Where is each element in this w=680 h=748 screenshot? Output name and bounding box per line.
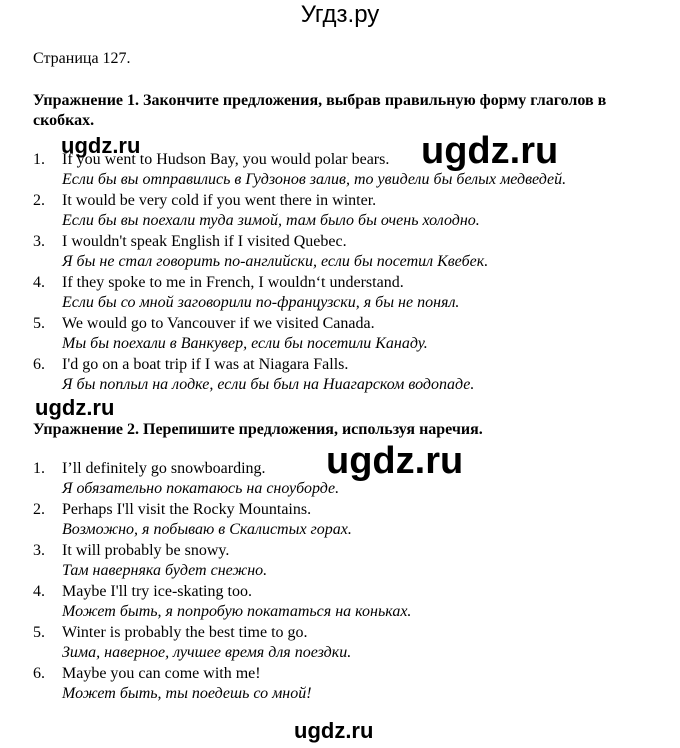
item-number: 1.: [33, 460, 45, 477]
list-item: [33, 314, 653, 355]
item-number: 3.: [33, 233, 45, 250]
english-sentence: Winter is probably the best time to go.: [62, 624, 308, 641]
list-item: [33, 355, 653, 396]
english-sentence: It will probably be snowy.: [62, 542, 230, 559]
russian-translation: Если бы со мной заговорили по-французски, я бы не понял.: [62, 294, 460, 311]
item-number: 4.: [33, 583, 45, 600]
list-item: [33, 500, 653, 541]
russian-translation: Если бы вы отправились в Гудзонов залив, то увидели бы белых медведей.: [62, 171, 567, 188]
english-sentence: We would go to Vancouver if we visited Canada.: [62, 315, 375, 332]
site-title: Угдз.ру: [300, 1, 380, 28]
english-sentence: I’ll definitely go snowboarding.: [62, 460, 266, 477]
exercise-2-heading: Упражнение 2. Перепишите предложения, используя наречия.: [33, 421, 483, 438]
russian-translation: Я бы поплыл на лодке, если бы был на Ниагарском водопаде.: [62, 376, 475, 393]
list-item: [33, 582, 653, 623]
russian-translation: Если бы вы поехали туда зимой, там было бы очень холодно.: [62, 212, 480, 229]
english-sentence: Perhaps I'll visit the Rocky Mountains.: [62, 501, 312, 518]
list-item: [33, 623, 653, 664]
item-number: 2.: [33, 192, 45, 209]
russian-translation: Возможно, я побываю в Скалистых горах.: [62, 521, 352, 538]
list-item: [33, 273, 653, 314]
list-item: [33, 191, 653, 232]
exercise-1-heading: Упражнение 1. Закончите предложения, выбрав правильную форму глаголов в скобках.: [33, 92, 607, 129]
english-sentence: If you went to Hudson Bay, you would polar bears.: [62, 151, 390, 168]
item-number: 1.: [33, 151, 45, 168]
russian-translation: Может быть, я попробую покататься на коньках.: [62, 603, 412, 620]
page-number: Страница 127.: [33, 50, 131, 67]
list-item: [33, 232, 653, 273]
watermark: ugdz.ru: [294, 718, 374, 743]
russian-translation: Может быть, ты поедешь со мной!: [62, 685, 312, 702]
russian-translation: Я бы не стал говорить по-английски, если бы посетил Квебек.: [62, 253, 489, 270]
item-number: 6.: [33, 665, 45, 682]
watermark: ugdz.ru: [421, 130, 559, 172]
russian-translation: Там наверняка будет снежно.: [62, 562, 268, 579]
item-number: 4.: [33, 274, 45, 291]
watermark: ugdz.ru: [326, 440, 464, 482]
item-number: 6.: [33, 356, 45, 373]
watermark: ugdz.ru: [35, 395, 115, 420]
english-sentence: Maybe you can come with me!: [62, 665, 261, 682]
item-number: 2.: [33, 501, 45, 518]
russian-translation: Я обязательно покатаюсь на сноуборде.: [62, 480, 340, 497]
english-sentence: I'd go on a boat trip if I was at Niagara Falls.: [62, 356, 349, 373]
english-sentence: It would be very cold if you went there in winter.: [62, 192, 377, 209]
exercise-1-list: [33, 150, 653, 396]
item-number: 3.: [33, 542, 45, 559]
english-sentence: I wouldn't speak English if I visited Quebec.: [62, 233, 347, 250]
exercise-2-list: [33, 459, 653, 705]
english-sentence: Maybe I'll try ice-skating too.: [62, 583, 252, 600]
list-item: [33, 664, 653, 705]
watermark: ugdz.ru: [61, 133, 141, 158]
russian-translation: Зима, наверное, лучшее время для поездки.: [62, 644, 352, 661]
english-sentence: If they spoke to me in French, I wouldn‘t understand.: [62, 274, 404, 291]
item-number: 5.: [33, 624, 45, 641]
list-item: [33, 541, 653, 582]
russian-translation: Мы бы поехали в Ванкувер, если бы посетили Канаду.: [62, 335, 428, 352]
item-number: 5.: [33, 315, 45, 332]
